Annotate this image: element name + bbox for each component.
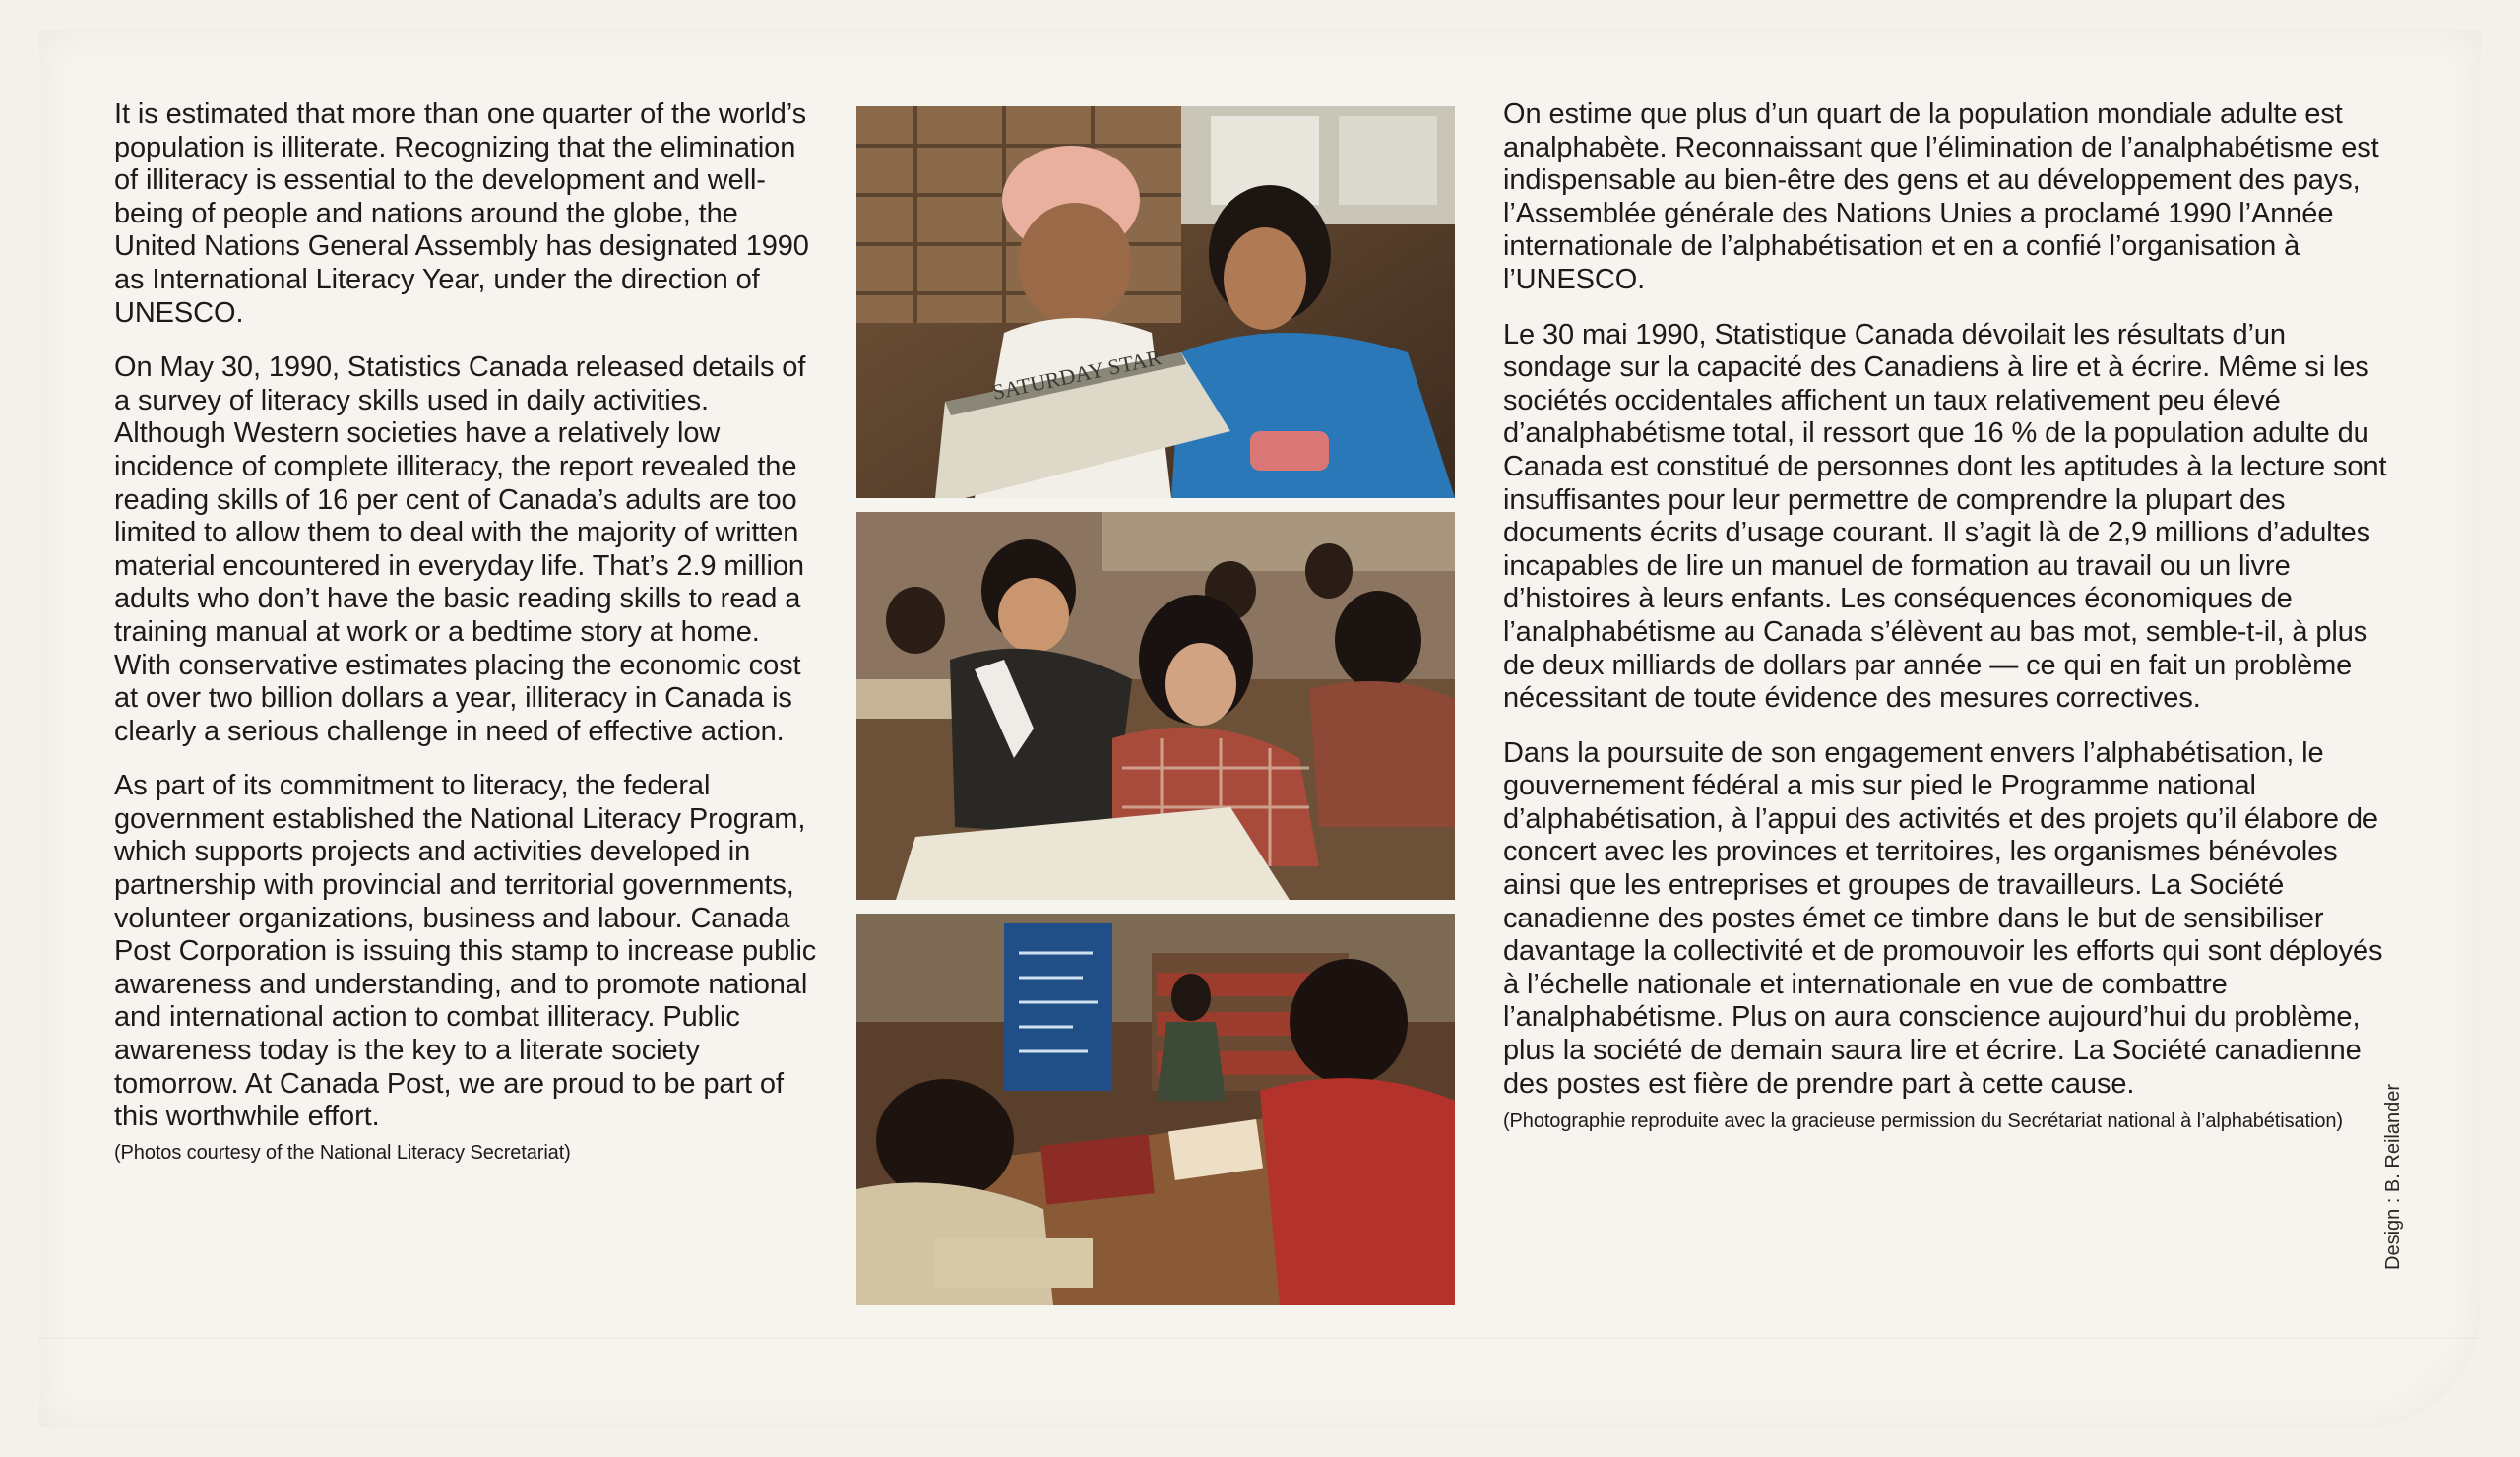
- english-paragraph-2: On May 30, 1990, Statistics Canada released details of a survey of literacy skills used in daily activities. Although Western societies have a relatively low incidence of complete illiteracy, the report revealed the reading skills of 16 per cent of Canada’s adults are too limited to allow them to deal with the majority of written material encountered in everyday life. That’s 2.9 million adults who don’t have the basic reading skills to read a training manual at work or a bedtime story at home. With conservative estimates placing the economic cost at over two billion dollars a year, illiteracy in Canada is clearly a serious challenge in need of effective action.: [114, 351, 806, 747]
- english-column: [114, 98, 823, 1166]
- english-photo-credit: (Photos courtesy of the National Literacy Secretariat): [114, 1141, 571, 1164]
- french-paragraph-3: Dans la poursuite de son engagement envers l’alphabétisation, le gouvernement fédéral a mis sur pied le Programme national d’alphabétisation, à l’appui des activités et des projets qu’il élabore de concert avec les provinces et territoires, les organismes bénévoles ainsi que les entreprises et groupes de travailleurs. La Société canadienne des postes émet ce timbre dans le but de sensibiliser davantage la collectivité et de promouvoir les efforts qui sont déployés à l’échelle nationale et internationale en vue de combattre l’analphabétisme. Plus on aura conscience aujourd’hui du problème, plus la société de demain saura lire et écrire. La Société canadienne des postes est fière de prendre part à cette cause.: [1503, 736, 2383, 1100]
- envelope-fold: [39, 1338, 2481, 1427]
- photo-strip: [856, 106, 1455, 1319]
- newspaper-masthead: SATURDAY STAR: [989, 345, 1164, 405]
- english-paragraph-1: It is estimated that more than one quarter of the world’s population is illiterate. Recognizing that the elimination of illiteracy is essential to the development and well-being of people and nations around the globe, the United Nations General Assembly has designated 1990 as International Literacy Year, under the direction of UNESCO.: [114, 98, 809, 329]
- french-paragraph-2: Le 30 mai 1990, Statistique Canada dévoilait les résultats d’un sondage sur la capacité des Canadiens à lire et à écrire. Même si les sociétés occidentales affichent un taux relativement peu élevé d’analphabétisme total, il ressort que 16 % de la population adulte du Canada est constitué de personnes dont les aptitudes à la lecture sont insuffisantes pour leur permettre de comprendre la plupart des documents écrits d’usage courant. Il s’agit là de 2,9 millions d’adultes incapables de lire un manuel de formation au travail ou un livre d’histoires à leurs enfants. Les conséquences économiques de l’analphabétisme au Canada s’élèvent au bas mot, semble-t-il, à plus de deux milliards de dollars par année — ce qui en fait un problème nécessitant de toute évidence des mesures correctives.: [1503, 318, 2387, 715]
- french-paragraph-1: On estime que plus d’un quart de la population mondiale adulte est analphabète. Reconnaissant que l’élimination de l’analphabétisme est indispensable au bien-être des gens et au développement des pays, l’Assemblée générale des Nations Unies a proclamé 1990 l’Année internationale de l’alphabétisation et en a confié l’organisation à l’UNESCO.: [1503, 98, 2379, 295]
- photo-reading-newspaper: [856, 106, 1455, 498]
- photo-library: [856, 914, 1455, 1305]
- photo-classroom: [856, 512, 1455, 900]
- english-paragraph-3: As part of its commitment to literacy, the federal government established the National Literacy Program, which supports projects and activities developed in partnership with provincial and territorial governments, volunteer organizations, business and labour. Canada Post Corporation is issuing this stamp to increase public awareness and understanding, and to promote national and international action to combat illiteracy. Public awareness today is the key to a literate society tomorrow. At Canada Post, we are proud to be part of this worthwhile effort.: [114, 770, 817, 1133]
- design-credit: Design : B. Reilander: [2382, 1084, 2404, 1270]
- french-column: [1503, 98, 2389, 1134]
- french-photo-credit: (Photographie reproduite avec la gracieuse permission du Secrétariat national à l’alphabétisation): [1503, 1110, 2343, 1133]
